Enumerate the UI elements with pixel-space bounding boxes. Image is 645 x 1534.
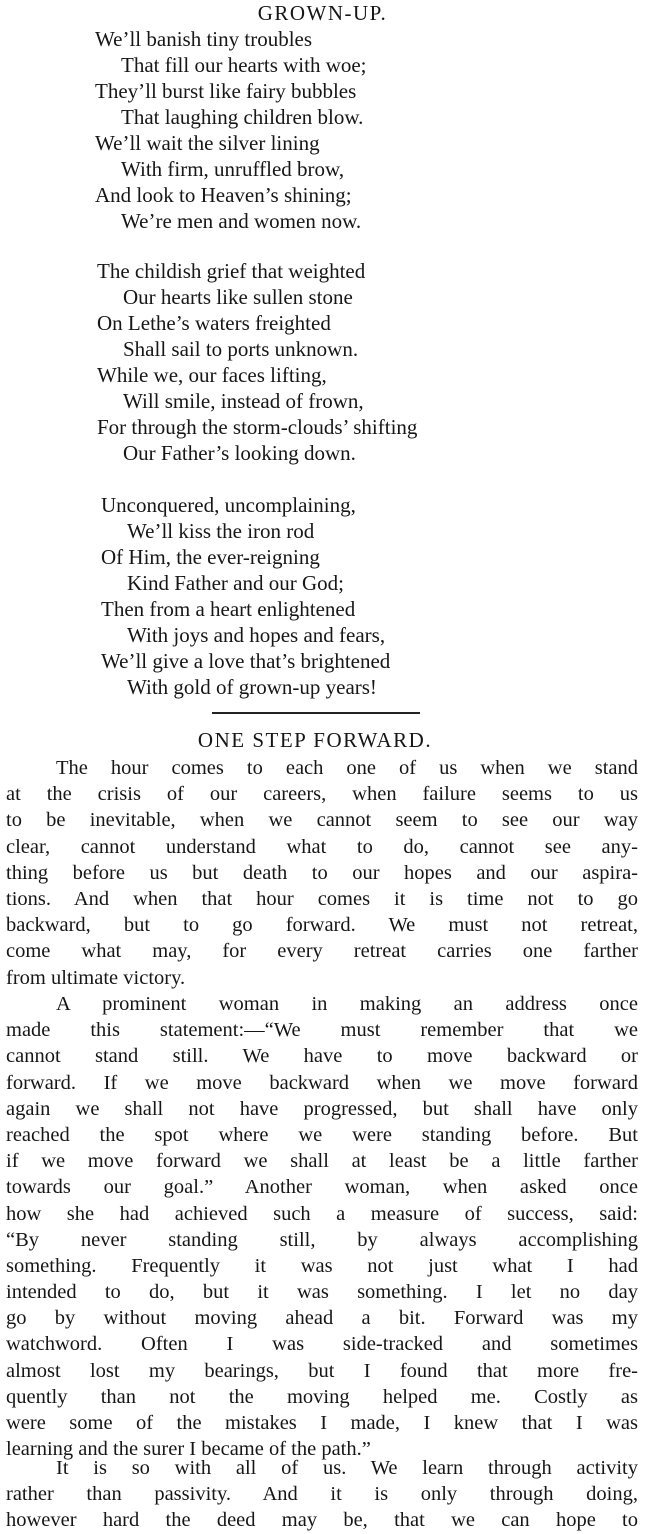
section-divider [212,712,420,714]
poem-line: Then from a heart enlightened [101,597,356,621]
text-line: The hour comes to each one of us when we stand [56,757,638,779]
text-line: to be inevitable, when we cannot seem to see our way [6,809,638,832]
text-line: how she had achieved such a measure of success, said: [6,1202,638,1225]
poem-line: The childish grief that weighted [97,259,366,283]
poem-line: Shall sail to ports unknown. [123,337,359,361]
poem-line: With joys and hopes and fears, [127,623,386,647]
poem-line: With firm, unruffled brow, [121,157,345,181]
poem-line: Unconquered, uncomplaining, [101,493,356,517]
text-line: however hard the deed may be, that we can hope to [6,1509,638,1532]
text-line: if we move forward we shall at least be a little farther [6,1150,638,1173]
article-title: ONE STEP FORWARD. [197,728,433,752]
text-line: something. Frequently it was not just what I had [6,1254,638,1277]
text-line: at the crisis of our careers, when failure seems to us [6,783,638,806]
text-line: come what may, for every retreat carries one farther [6,940,638,963]
poem-line: Our hearts like sullen stone [123,285,353,309]
text-line: learning and the surer I became of the path.” [6,1438,371,1461]
text-line: rather than passivity. And it is only through doing, [6,1483,638,1506]
text-line: A prominent woman in making an address once [56,993,638,1015]
poem-line: On Lethe’s waters freighted [97,311,331,335]
text-line: backward, but to go forward. We must not retreat, [6,914,638,937]
article-paragraph [6,755,638,991]
poem-line: We’ll kiss the iron rod [127,519,315,543]
poem-line: We’ll wait the silver lining [95,131,320,155]
text-line: reached the spot where we were standing before. But [6,1123,638,1146]
text-line: watchword. Often I was side-tracked and sometimes [6,1333,638,1356]
article-paragraph [6,991,638,1462]
text-line: from ultimate victory. [6,966,186,989]
text-line: again we shall not have progressed, but shall have only [6,1097,638,1120]
poem-line: We’re men and women now. [121,209,362,233]
poem-line: We’ll banish tiny troubles [95,27,313,51]
text-line: were some of the mistakes I made, I knew that I was [6,1412,638,1434]
text-line: almost lost my bearings, but I found that more fre- [6,1359,638,1382]
poem-line: Will smile, instead of frown, [123,389,364,413]
text-line: forward. If we move backward when we move forward [6,1071,638,1094]
poem-line: For through the storm-clouds’ shifting [97,415,418,439]
poem-line: Kind Father and our God; [127,571,344,595]
article-paragraph [6,1455,638,1534]
poem-line: Our Father’s looking down. [123,441,356,465]
poem-line: That laughing children blow. [121,105,364,129]
text-line: quently than not the moving helped me. Costly as [6,1385,638,1408]
text-line: go by without moving ahead a bit. Forward was my [6,1307,638,1330]
text-line: made this statement:—“We must remember that we [6,1019,638,1042]
poem-title: GROWN-UP. [257,1,388,25]
poem-line: And look to Heaven’s shining; [95,183,352,207]
poem-line: That fill our hearts with woe; [121,53,367,77]
poem-line: While we, our faces lifting, [97,363,327,387]
text-line: tions. And when that hour comes it is time not to go [6,887,638,910]
text-line: clear, cannot understand what to do, cannot see any- [6,835,638,858]
poem-line: They’ll burst like fairy bubbles [95,79,357,103]
poem-line: With gold of grown-up years! [127,675,377,699]
text-line: towards our goal.” Another woman, when asked once [6,1176,638,1199]
text-line: thing before us but death to our hopes and our aspira- [6,861,638,884]
text-line: cannot stand still. We have to move backward or [6,1045,638,1068]
poem-line: We’ll give a love that’s brightened [101,649,391,673]
poem-line: Of Him, the ever-reigning [101,545,320,569]
text-line: It is so with all of us. We learn through activity [56,1457,638,1479]
text-line: “By never standing still, by always accomplishing [6,1228,638,1251]
text-line: intended to do, but it was something. I let no day [6,1281,638,1304]
